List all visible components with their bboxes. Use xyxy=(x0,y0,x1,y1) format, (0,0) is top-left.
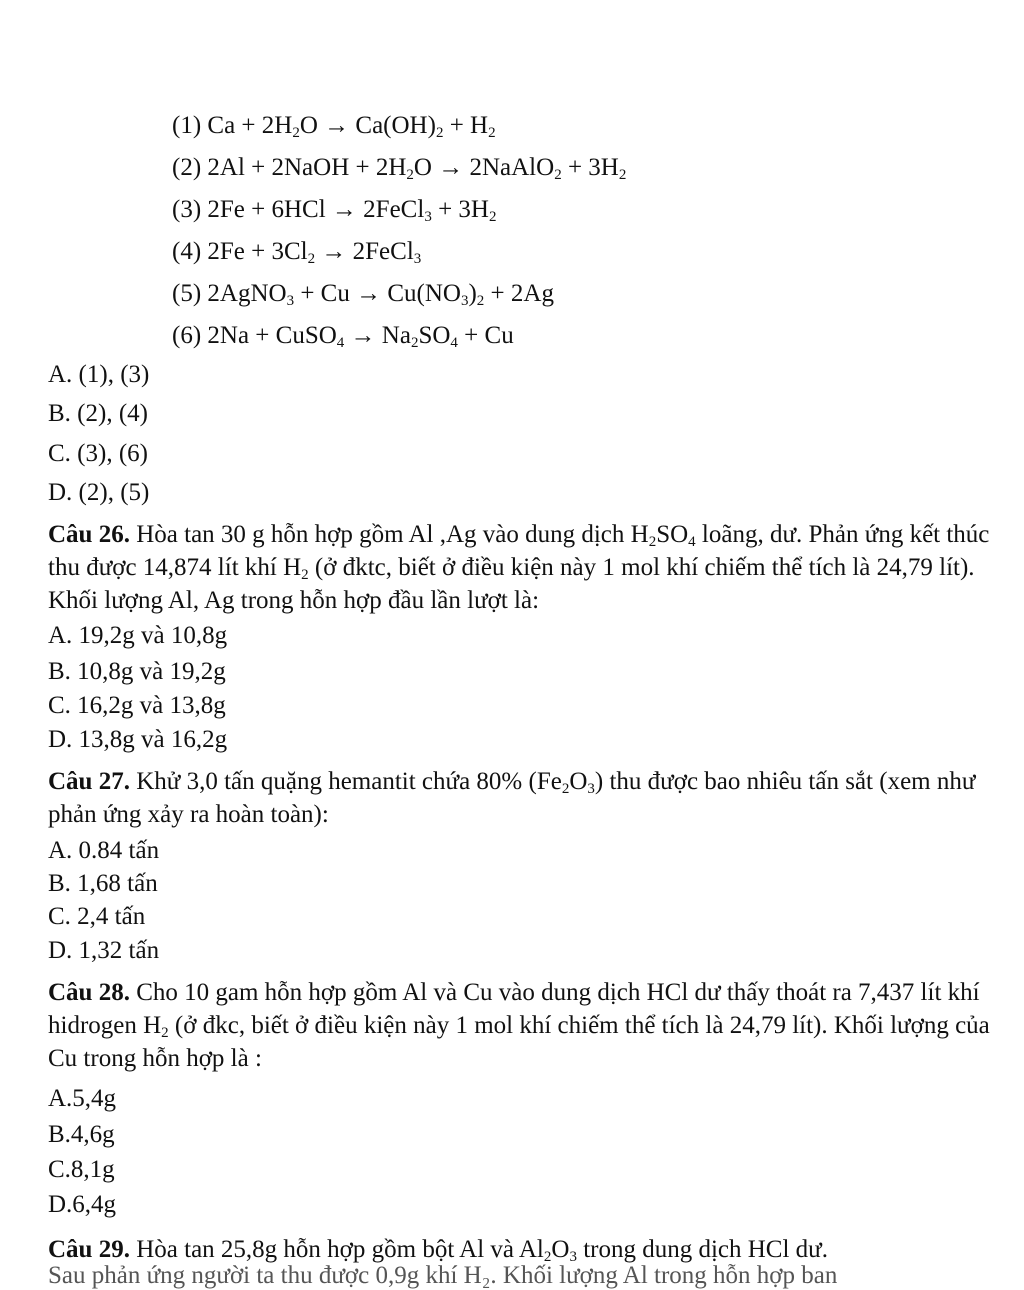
reaction-formula-part: 4 xyxy=(450,335,458,351)
q29-text-part: trong dung dịch HCl dư. xyxy=(576,1236,828,1263)
reaction-formula-part: 2Fe + 3Cl xyxy=(207,238,308,265)
question-26 xyxy=(48,518,998,617)
q26-text-part: 4 xyxy=(688,534,696,550)
reaction-formula-part: 2 xyxy=(435,125,444,141)
reaction-formula-part: + 3H xyxy=(431,196,489,223)
reaction-formula-part: 2Na + CuSO xyxy=(207,322,337,349)
q29-text-part: O xyxy=(551,1236,570,1263)
q26-text-part: (ở đktc, biết ở điều kiện này 1 mol khí chiếm thể tích là 24,79 lít). Khối lượng Al, Ag trong hỗn hợp đầu lần lượt là: xyxy=(48,554,975,614)
q29-text-part: 2 xyxy=(543,1249,552,1265)
q28-option-c: C.8,1g xyxy=(48,1156,115,1183)
q27-text-part: 3 xyxy=(587,781,595,797)
q27-text xyxy=(48,768,975,828)
q28-option-d: D.6,4g xyxy=(48,1191,117,1218)
reaction-formula-part: → 2FeCl xyxy=(315,238,414,265)
q27-text-part: Khử 3,0 tấn quặng hemantit chứa 80% (Fe xyxy=(129,768,562,795)
reaction-formula-part: 2 xyxy=(488,209,497,225)
reaction-formula xyxy=(207,238,421,265)
q27-option-d: D. 1,32 tấn xyxy=(48,937,160,964)
reaction-formula-part: 3 xyxy=(286,293,295,309)
question-27-label: Câu 27. xyxy=(48,768,130,795)
question-28 xyxy=(48,976,998,1075)
reaction-formula-part: 2 xyxy=(410,335,419,351)
reaction-formula-part: Ca + 2H xyxy=(207,112,293,139)
q28-text xyxy=(48,979,990,1072)
reaction-formula xyxy=(207,322,513,349)
reaction-formula-part: → Na xyxy=(344,322,411,349)
q26-option-b: B. 10,8g và 19,2g xyxy=(48,658,226,685)
reaction-formula-part: + 3H xyxy=(561,154,619,181)
q26-text-part: 2 xyxy=(301,567,309,583)
reaction-formula-part: 2 xyxy=(488,125,496,141)
reaction-formula-part: 3 xyxy=(413,251,422,267)
reaction-formula-part: + Cu → Cu(NO xyxy=(294,280,461,307)
reaction-2: (2) 2Al + 2NaOH + $2H_2O$ → 2NaAlO$_2$ + $3H_2$ xyxy=(172,154,627,183)
reaction-formula-part: 2 xyxy=(292,125,300,141)
q27-option-a: A. 0.84 tấn xyxy=(48,837,160,864)
reaction-formula-part: O → Ca(OH) xyxy=(299,112,436,139)
reaction-4: (4) $2Fe + 3Cl_2$ → 2FeCl$_3$ xyxy=(172,238,422,267)
q29-text xyxy=(130,1236,828,1263)
q27-option-c: C. 2,4 tấn xyxy=(48,903,146,930)
question-28-label: Câu 28. xyxy=(48,979,130,1006)
reaction-formula-part: + 2Ag xyxy=(484,280,554,307)
question-26-label: Câu 26. xyxy=(48,521,130,548)
reaction-3: (3) 2Fe + 6HCl → 2FeCl$_3$ + $3H_2$ xyxy=(172,196,497,225)
reaction-formula-part: 2Al + 2NaOH + 2H xyxy=(207,154,407,181)
q26-text xyxy=(48,521,989,614)
reaction-formula xyxy=(207,154,626,181)
question-29-cut-line: Sau phản ứng người ta thu được 0,9g khí H₂. Khối lượng Al trong hỗn hợp ban xyxy=(48,1262,838,1289)
reaction-formula-part: SO xyxy=(418,322,451,349)
q27-option-b: B. 1,68 tấn xyxy=(48,870,158,897)
reaction-5: (5) 2AgNO$_3$ + $Cu \to Cu(NO_3)_2 + 2Ag$ xyxy=(172,280,554,309)
q26-text-part: SO xyxy=(656,521,689,548)
q28-option-b: B.4,6g xyxy=(48,1121,115,1148)
reaction-formula-part: 2Fe + 6HCl → 2FeCl xyxy=(207,196,425,223)
reaction-formula-part: ) xyxy=(468,280,477,307)
q28-text-part: Cho 10 gam hỗn hợp gồm Al và Cu vào dung dịch HCl dư thấy thoát ra 7,437 lít khí hidrogen H xyxy=(48,979,980,1039)
q29-text-part: Hòa tan 25,8g hỗn hợp gồm bột Al và Al xyxy=(129,1236,544,1263)
q27-text-part: O xyxy=(569,768,588,795)
reaction-formula-part: + H xyxy=(443,112,489,139)
q28-text-part: (ở đkc, biết ở điều kiện này 1 mol khí chiếm thể tích là 24,79 lít). Khối lượng của Cu trong hỗn hợp là : xyxy=(48,1012,990,1072)
q27-text-part: 2 xyxy=(561,781,570,797)
q26-option-d: D. 13,8g và 16,2g xyxy=(48,726,228,753)
q29-text-part: 3 xyxy=(569,1249,577,1265)
q26-text-part: loãng, dư. Phản ứng kết thúc thu được 14,874 lít khí H xyxy=(48,521,990,581)
reaction-formula-part: 4 xyxy=(336,335,345,351)
reaction-formula xyxy=(207,196,496,223)
q25-option-c: C. (3), (6) xyxy=(48,440,148,467)
reaction-formula-part: 2AgNO xyxy=(207,280,287,307)
reaction-formula-part: 2 xyxy=(554,167,562,183)
reaction-formula xyxy=(207,280,554,307)
q26-option-c: C. 16,2g và 13,8g xyxy=(48,692,226,719)
reaction-formula-part: 2 xyxy=(618,167,627,183)
reaction-formula-part: 2 xyxy=(307,251,316,267)
reaction-1: (1) $Ca + 2H_2O \to Ca(OH)_2 + H_2$ xyxy=(172,112,496,141)
q26-text-part: Hòa tan 30 g hỗn hợp gồm Al ,Ag vào dung dịch H xyxy=(129,521,649,548)
q28-text-part: 2 xyxy=(161,1025,169,1041)
reaction-formula-part: 2 xyxy=(406,167,414,183)
reaction-6: (6) 2Na + CuSO$_4$ → $Na_2SO_4 + Cu$ xyxy=(172,322,514,351)
q25-option-d: D. (2), (5) xyxy=(48,479,150,506)
question-27 xyxy=(48,765,998,831)
q25-option-b: B. (2), (4) xyxy=(48,400,148,427)
reaction-formula-part: 3 xyxy=(460,293,469,309)
reaction-formula xyxy=(207,112,495,139)
reaction-formula-part: 2 xyxy=(476,293,485,309)
q25-option-a: A. (1), (3) xyxy=(48,361,150,388)
q27-text-part: ) thu được bao nhiêu tấn sắt (xem như phản ứng xảy ra hoàn toàn): xyxy=(48,768,976,828)
reaction-formula-part: + Cu xyxy=(457,322,514,349)
reaction-formula-part: 3 xyxy=(424,209,432,225)
q26-text-part: 2 xyxy=(648,534,657,550)
q28-option-a: A.5,4g xyxy=(48,1085,117,1112)
reaction-formula-part: O → 2NaAlO xyxy=(413,154,555,181)
question-29-label: Câu 29. xyxy=(48,1236,130,1263)
q26-option-a: A. 19,2g và 10,8g xyxy=(48,622,228,649)
